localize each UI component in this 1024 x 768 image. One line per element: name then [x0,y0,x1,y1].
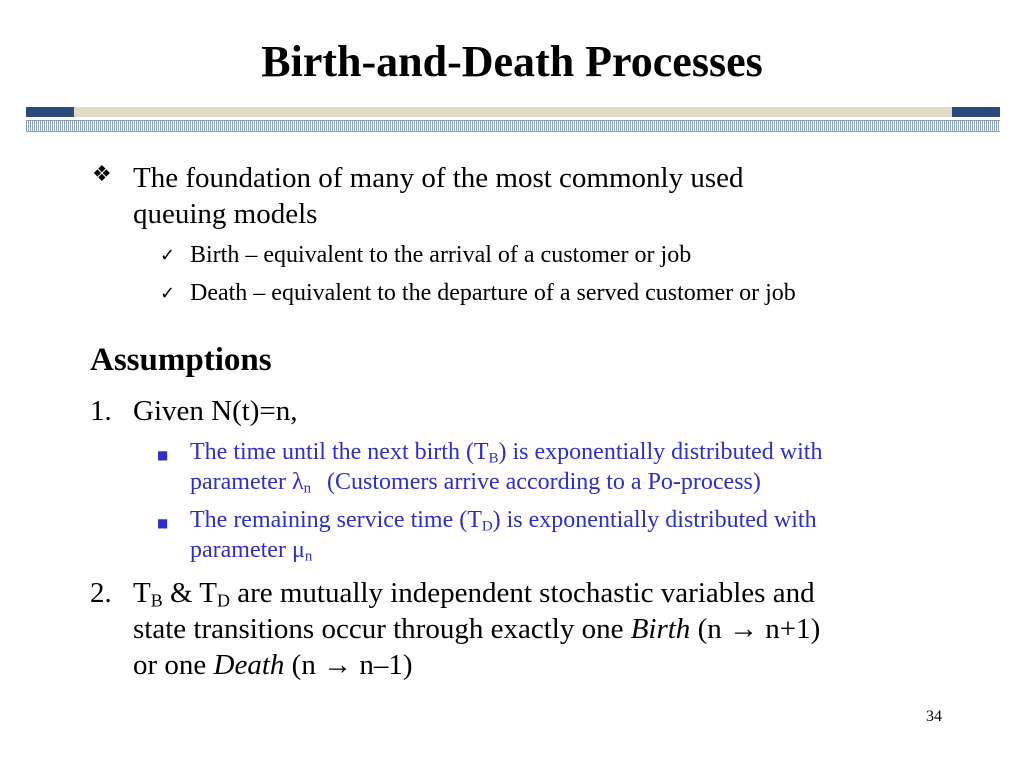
item-1-bullet-2-line-1: The remaining service time $(T_D)$ is exponentially distributed with [190,507,817,535]
title-rule [26,107,1000,117]
item-2-number: 2. [90,577,112,609]
item-1-number: 1. [90,395,112,427]
square-bullet-icon: ■ [157,516,169,530]
intro-line-2: queuing models [133,198,318,230]
slide-title: Birth-and-Death Processes [261,37,763,86]
checkmark-icon: ✓ [160,245,176,266]
page-number: 34 [926,708,942,725]
item-2-line-1: $T_B$ & $T_D$ are mutually independent stochastic variables and [133,577,815,611]
item-1-text: Given N(t)=n, [133,395,298,427]
intro-sub-item-birth: Birth – equivalent to the arrival of a customer or job [190,242,692,268]
title-rule-pattern [26,120,1000,132]
diamond-bullet-icon: ❖ [92,162,112,187]
rule-cap-right [952,107,1000,117]
item-2-line-3: or one Death (n → n–1) [133,649,413,681]
intro-sub-item-death: Death – equivalent to the departure of a served customer or job [190,280,796,306]
intro-line-1: The foundation of many of the most commonly used [133,162,744,194]
square-bullet-icon: ■ [157,448,169,462]
item-1-bullet-1-line-2: parameter $\lambda_n$ (Customers arrive according to a Po-process) [190,469,761,497]
item-1-bullet-2-line-2: parameter $\mu_n$ [190,537,313,565]
checkmark-icon: ✓ [160,283,176,304]
rule-cap-left [26,107,74,117]
assumptions-heading: Assumptions [90,342,272,378]
item-1-bullet-1-line-1: The time until the next birth $(T_B)$ is exponentially distributed with [190,439,823,467]
item-2-line-2: state transitions occur through exactly one Birth (n → n+1) [133,613,821,645]
